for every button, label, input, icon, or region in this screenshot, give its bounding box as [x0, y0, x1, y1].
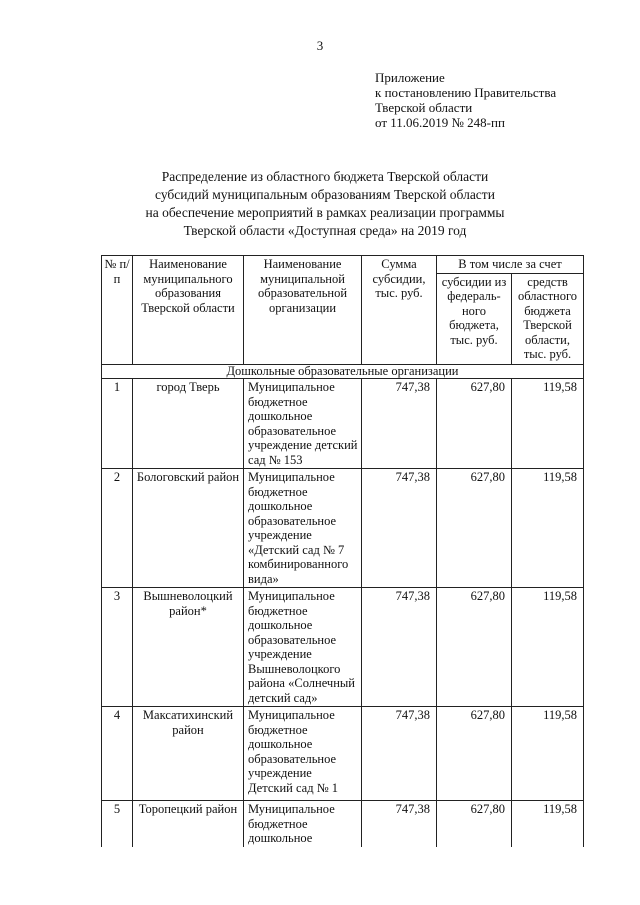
cell-federal: 627,80 [437, 801, 512, 848]
cell-federal: 627,80 [437, 707, 512, 801]
title-line: Распределение из областного бюджета Тверской области [161, 169, 489, 184]
appendix-line: Тверской области [375, 100, 473, 115]
header-sum: Сумма субсидии, тыс. руб. [362, 256, 437, 365]
cell-organization: Муниципальное бюджетное дошкольное образовательное учреждение детский сад № 153 [244, 379, 362, 469]
cell-num: 1 [102, 379, 133, 469]
table-row [102, 707, 584, 801]
cell-municipality: Вышневолоцкий район* [133, 588, 244, 707]
page-number: 3 [316, 38, 324, 53]
title-line: субсидий муниципальным образованиям Тверской области [155, 187, 495, 202]
subsidy-table [101, 255, 584, 847]
cell-num: 4 [102, 707, 133, 801]
cell-organization: Муниципальное бюджетное дошкольное [244, 801, 362, 848]
cell-regional: 119,58 [512, 707, 584, 801]
header-including: В том числе за счет [437, 256, 584, 274]
table-row [102, 379, 584, 469]
title-line: на обеспечение мероприятий в рамках реализации программы [145, 205, 505, 220]
header-num: № п/п [102, 256, 133, 365]
document-title [100, 168, 550, 240]
section-title: Дошкольные образовательные организации [102, 365, 584, 379]
header-municipality: Наименование муниципального образования Тверской области [133, 256, 244, 365]
cell-num: 5 [102, 801, 133, 848]
cell-num: 3 [102, 588, 133, 707]
appendix-date-line: от 11.06.2019 № 248-пп [375, 115, 505, 130]
title-line: Тверской области «Доступная среда» на 2019 год [183, 223, 467, 238]
appendix-line: Приложение [375, 70, 445, 85]
cell-regional: 119,58 [512, 801, 584, 848]
cell-municipality: Торопецкий район [133, 801, 244, 848]
cell-municipality: Бологовский район [133, 469, 244, 588]
cell-num: 2 [102, 469, 133, 588]
table-row [102, 588, 584, 707]
cell-federal: 627,80 [437, 469, 512, 588]
cell-organization: Муниципальное бюджетное дошкольное образовательное учреждение «Детский сад № 7 комбинированного вида» [244, 469, 362, 588]
table-row [102, 801, 584, 848]
cell-organization: Муниципальное бюджетное дошкольное образовательное учреждение Вышневолоцкого района «Солнечный детский сад» [244, 588, 362, 707]
cell-sum: 747,38 [362, 707, 437, 801]
cell-sum: 747,38 [362, 588, 437, 707]
cell-municipality: город Тверь [133, 379, 244, 469]
cell-federal: 627,80 [437, 379, 512, 469]
cell-sum: 747,38 [362, 379, 437, 469]
appendix-block [375, 70, 556, 130]
section-row [102, 365, 584, 379]
cell-municipality: Максатихинский район [133, 707, 244, 801]
appendix-line: к постановлению Правительства [375, 85, 557, 100]
header-federal: субсидии из федераль-ного бюджета, тыс. руб. [437, 273, 512, 365]
cell-sum: 747,38 [362, 469, 437, 588]
header-regional: средств областного бюджета Тверской области, тыс. руб. [512, 273, 584, 365]
cell-sum: 747,38 [362, 801, 437, 848]
table-header-row [102, 256, 584, 274]
table-row [102, 469, 584, 588]
cell-regional: 119,58 [512, 379, 584, 469]
cell-regional: 119,58 [512, 588, 584, 707]
header-organization: Наименование муниципальной образовательной организации [244, 256, 362, 365]
cell-regional: 119,58 [512, 469, 584, 588]
cell-organization: Муниципальное бюджетное дошкольное образовательное учреждение Детский сад № 1 [244, 707, 362, 801]
cell-federal: 627,80 [437, 588, 512, 707]
